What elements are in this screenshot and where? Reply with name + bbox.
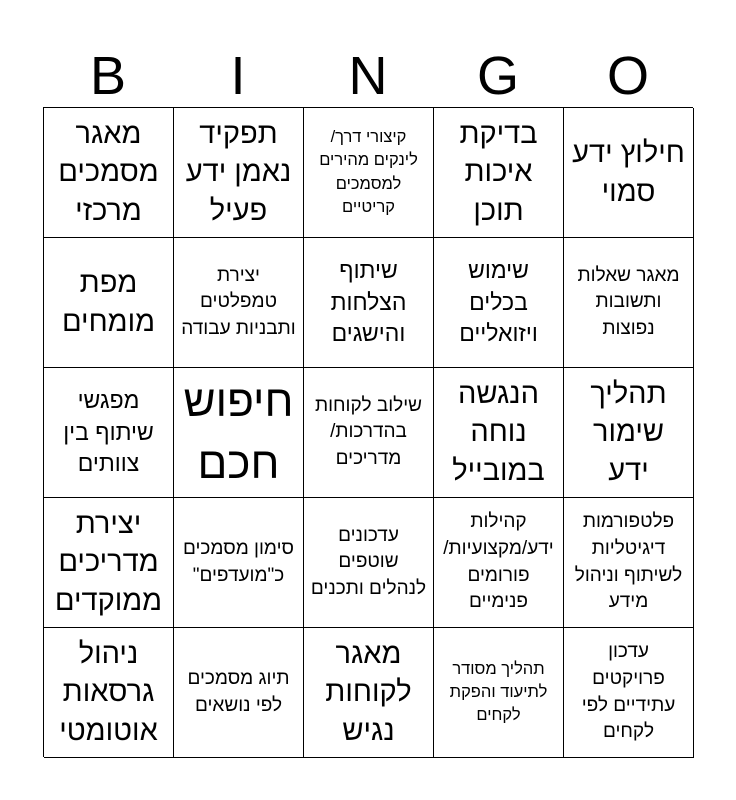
bingo-cell[interactable] (434, 108, 564, 238)
cell-text: תפקיד נאמן ידע פעיל (185, 117, 292, 227)
bingo-header (43, 44, 693, 108)
cell-text: חיפוש חכם (183, 376, 294, 488)
header-letter-g: G (476, 46, 519, 106)
bingo-cell[interactable] (304, 368, 434, 498)
bingo-cell[interactable] (434, 628, 564, 758)
bingo-cell[interactable] (564, 498, 694, 628)
cell-text: קיצורי דרך/ לינקים מהירים למסמכים קריטיים (319, 128, 418, 216)
bingo-cell[interactable] (174, 238, 304, 368)
bingo-cell[interactable] (304, 108, 434, 238)
header-letter-i: I (230, 46, 246, 106)
cell-text: סימון מסמכים כ"מועדפים" (182, 537, 294, 586)
bingo-cell[interactable] (174, 498, 304, 628)
cell-text: יצירת מדריכים ממוקדים (54, 507, 163, 617)
cell-text: חילוץ ידע סמוי (572, 136, 685, 208)
bingo-cell[interactable] (434, 238, 564, 368)
bingo-cell[interactable] (44, 628, 174, 758)
bingo-board (43, 107, 693, 757)
bingo-cell[interactable] (304, 498, 434, 628)
cell-text: בדיקת איכות תוכן (459, 117, 538, 227)
cell-text: קהילות ידע/מקצועיות/ פורומים פנימיים (443, 511, 554, 613)
cell-text: הנגשה נוחה במובייל (452, 377, 545, 487)
cell-text: תהליך מסודר לתיעוד והפקת לקחים (449, 659, 548, 725)
cell-text: שיתוף הצלחות והישגים (330, 256, 407, 347)
bingo-cell[interactable] (44, 498, 174, 628)
cell-text: מפגשי שיתוף בין צוותים (63, 386, 154, 477)
cell-text: יצירת טמפלטים ותבניות עבודה (181, 264, 296, 339)
bingo-cell[interactable] (434, 368, 564, 498)
bingo-cell[interactable] (44, 238, 174, 368)
header-letter-o: O (606, 46, 649, 106)
bingo-cell[interactable] (564, 368, 694, 498)
bingo-cell[interactable] (44, 368, 174, 498)
bingo-cell[interactable] (304, 628, 434, 758)
cell-text: מאגר מסמכים מרכזי (58, 117, 159, 227)
cell-text: ניהול גרסאות אוטומטי (59, 637, 158, 747)
bingo-cell[interactable] (434, 498, 564, 628)
bingo-cell-center[interactable] (174, 368, 304, 498)
header-letter-n: N (348, 46, 388, 106)
bingo-cell[interactable] (564, 628, 694, 758)
cell-text: עדכונים שוטפים לנהלים ותכנים (310, 524, 427, 599)
cell-text: עדכון פרויקטים עתידיים לפי לקחים (581, 641, 676, 743)
bingo-cell[interactable] (174, 628, 304, 758)
cell-text: מאגר לקוחות נגיש (325, 637, 412, 747)
cell-text: שילוב לקוחות בהדרכות/ מדריכים (314, 394, 423, 469)
bingo-cell[interactable] (44, 108, 174, 238)
cell-text: מפת מומחים (61, 266, 156, 338)
cell-text: פלטפורמות דיגיטליות לשיתוף וניהול מידע (574, 511, 683, 613)
bingo-cell[interactable] (564, 238, 694, 368)
cell-text: מאגר שאלות ותשובות נפוצות (577, 264, 680, 339)
cell-text: תיוג מסמכים לפי נושאים (187, 667, 290, 716)
bingo-cell[interactable] (304, 238, 434, 368)
cell-text: תהליך שימור ידע (590, 377, 667, 487)
cell-text: שימוש בכלים ויזואליים (459, 256, 538, 347)
header-letter-b: B (89, 46, 127, 106)
bingo-cell[interactable] (174, 108, 304, 238)
bingo-cell[interactable] (564, 108, 694, 238)
